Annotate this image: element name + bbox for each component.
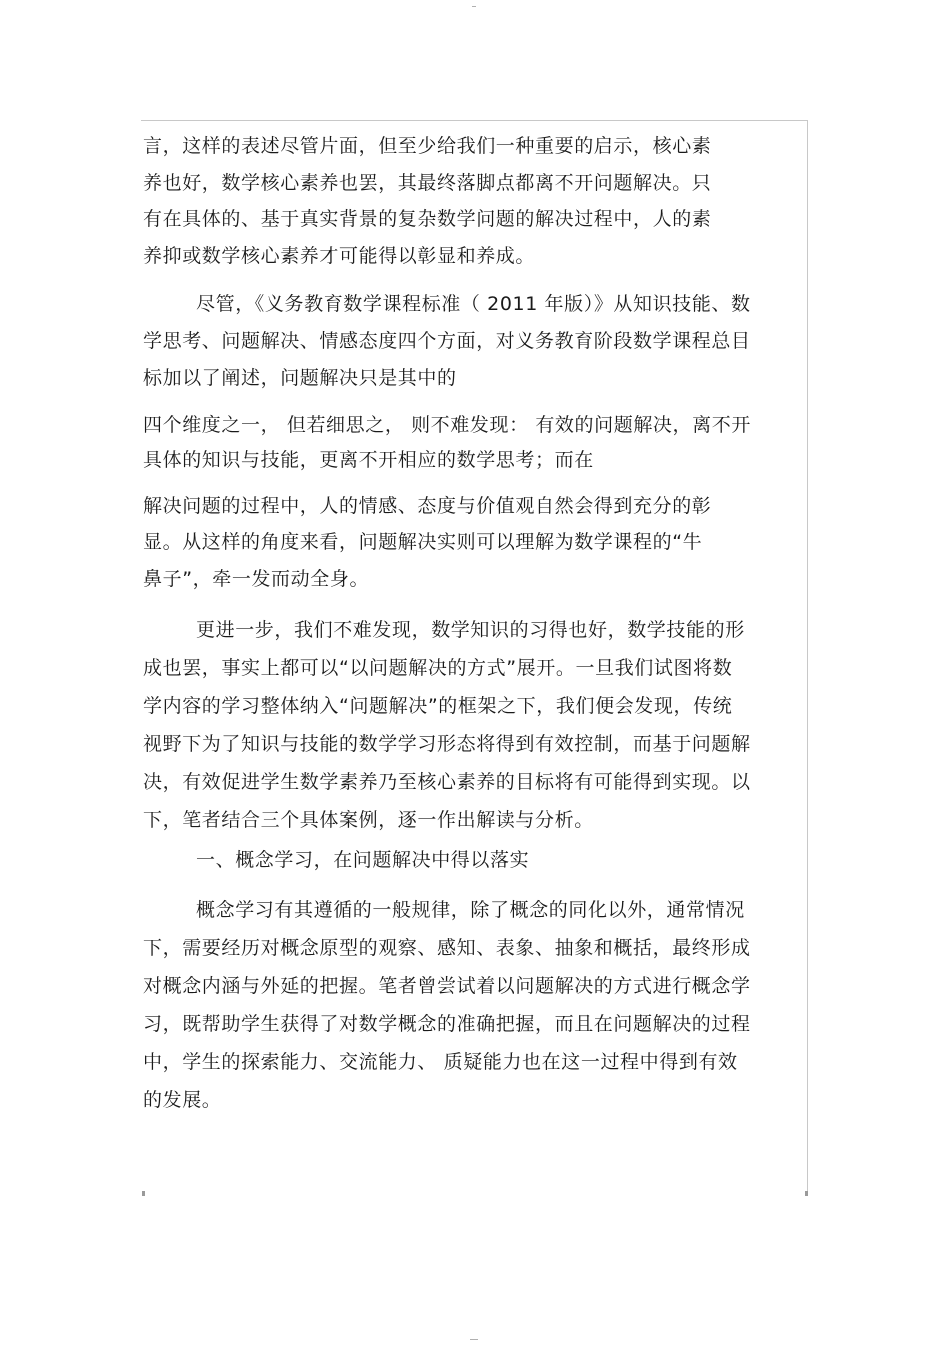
text-line: 下，笔者结合三个具体案例，逐一作出解读与分析。 [143, 809, 594, 831]
text-line: 下，需要经历对概念原型的观察、感知、表象、抽象和概括，最终形成 [143, 937, 751, 959]
text-line: 视野下为了知识与技能的数学学习形态将得到有效控制，而基于问题解 [143, 733, 751, 755]
text-line: 具体的知识与技能，更离不开相应的数学思考；而在 [143, 449, 594, 471]
paragraph-first-line: 更进一步，我们不难发现，数学知识的习得也好，数学技能的形 [196, 619, 745, 641]
text-line: 学思考、问题解决、情感态度四个方面，对义务教育阶段数学课程总目 [143, 330, 751, 352]
bottom-right-corner-mark [805, 1191, 808, 1196]
text-line: 习，既帮助学生获得了对数学概念的准确把握，而且在问题解决的过程 [143, 1013, 751, 1035]
text-line: 四个维度之一， 但若细思之， 则不难发现： 有效的问题解决，离不开 [143, 414, 751, 436]
paragraph-first-line: 尽管，《义务教育数学课程标准（ 2011 年版）》从知识技能、数 [196, 293, 751, 315]
page-frame-right-border [807, 120, 808, 1195]
top-artifact [472, 6, 476, 7]
page-frame-top-border [141, 120, 808, 121]
text-line: 决，有效促进学生数学素养乃至核心素养的目标将有可能得到实现。以 [143, 771, 751, 793]
text-line: 的发展。 [143, 1089, 222, 1111]
text-line: 标加以了阐述，问题解决只是其中的 [143, 367, 457, 389]
text-line: 显。从这样的角度来看，问题解决实则可以理解为数学课程的“牛 [143, 531, 703, 553]
text-line: 言，这样的表述尽管片面，但至少给我们一种重要的启示，核心素 [143, 135, 712, 157]
bottom-artifact [470, 1339, 478, 1340]
text-line: 对概念内涵与外延的把握。笔者曾尝试着以问题解决的方式进行概念学 [143, 975, 751, 997]
text-line: 学内容的学习整体纳入“问题解决”的框架之下，我们便会发现，传统 [143, 695, 733, 717]
bottom-left-corner-mark [142, 1191, 145, 1196]
section-heading: 一、概念学习，在问题解决中得以落实 [196, 849, 530, 871]
text-line: 解决问题的过程中，人的情感、态度与价值观自然会得到充分的彰 [143, 495, 712, 517]
text-line: 养抑或数学核心素养才可能得以彰显和养成。 [143, 245, 536, 267]
text-line: 养也好，数学核心素养也罢，其最终落脚点都离不开问题解决。只 [143, 172, 712, 194]
text-line: 成也罢，事实上都可以“以问题解决的方式”展开。一旦我们试图将数 [143, 657, 733, 679]
text-line: 中，学生的探索能力、交流能力、 质疑能力也在这一过程中得到有效 [143, 1051, 738, 1073]
text-line: 鼻子”，牵一发而动全身。 [143, 568, 370, 590]
paragraph-first-line: 概念学习有其遵循的一般规律，除了概念的同化以外，通常情况 [196, 899, 745, 921]
text-line: 有在具体的、基于真实背景的复杂数学问题的解决过程中，人的素 [143, 208, 712, 230]
